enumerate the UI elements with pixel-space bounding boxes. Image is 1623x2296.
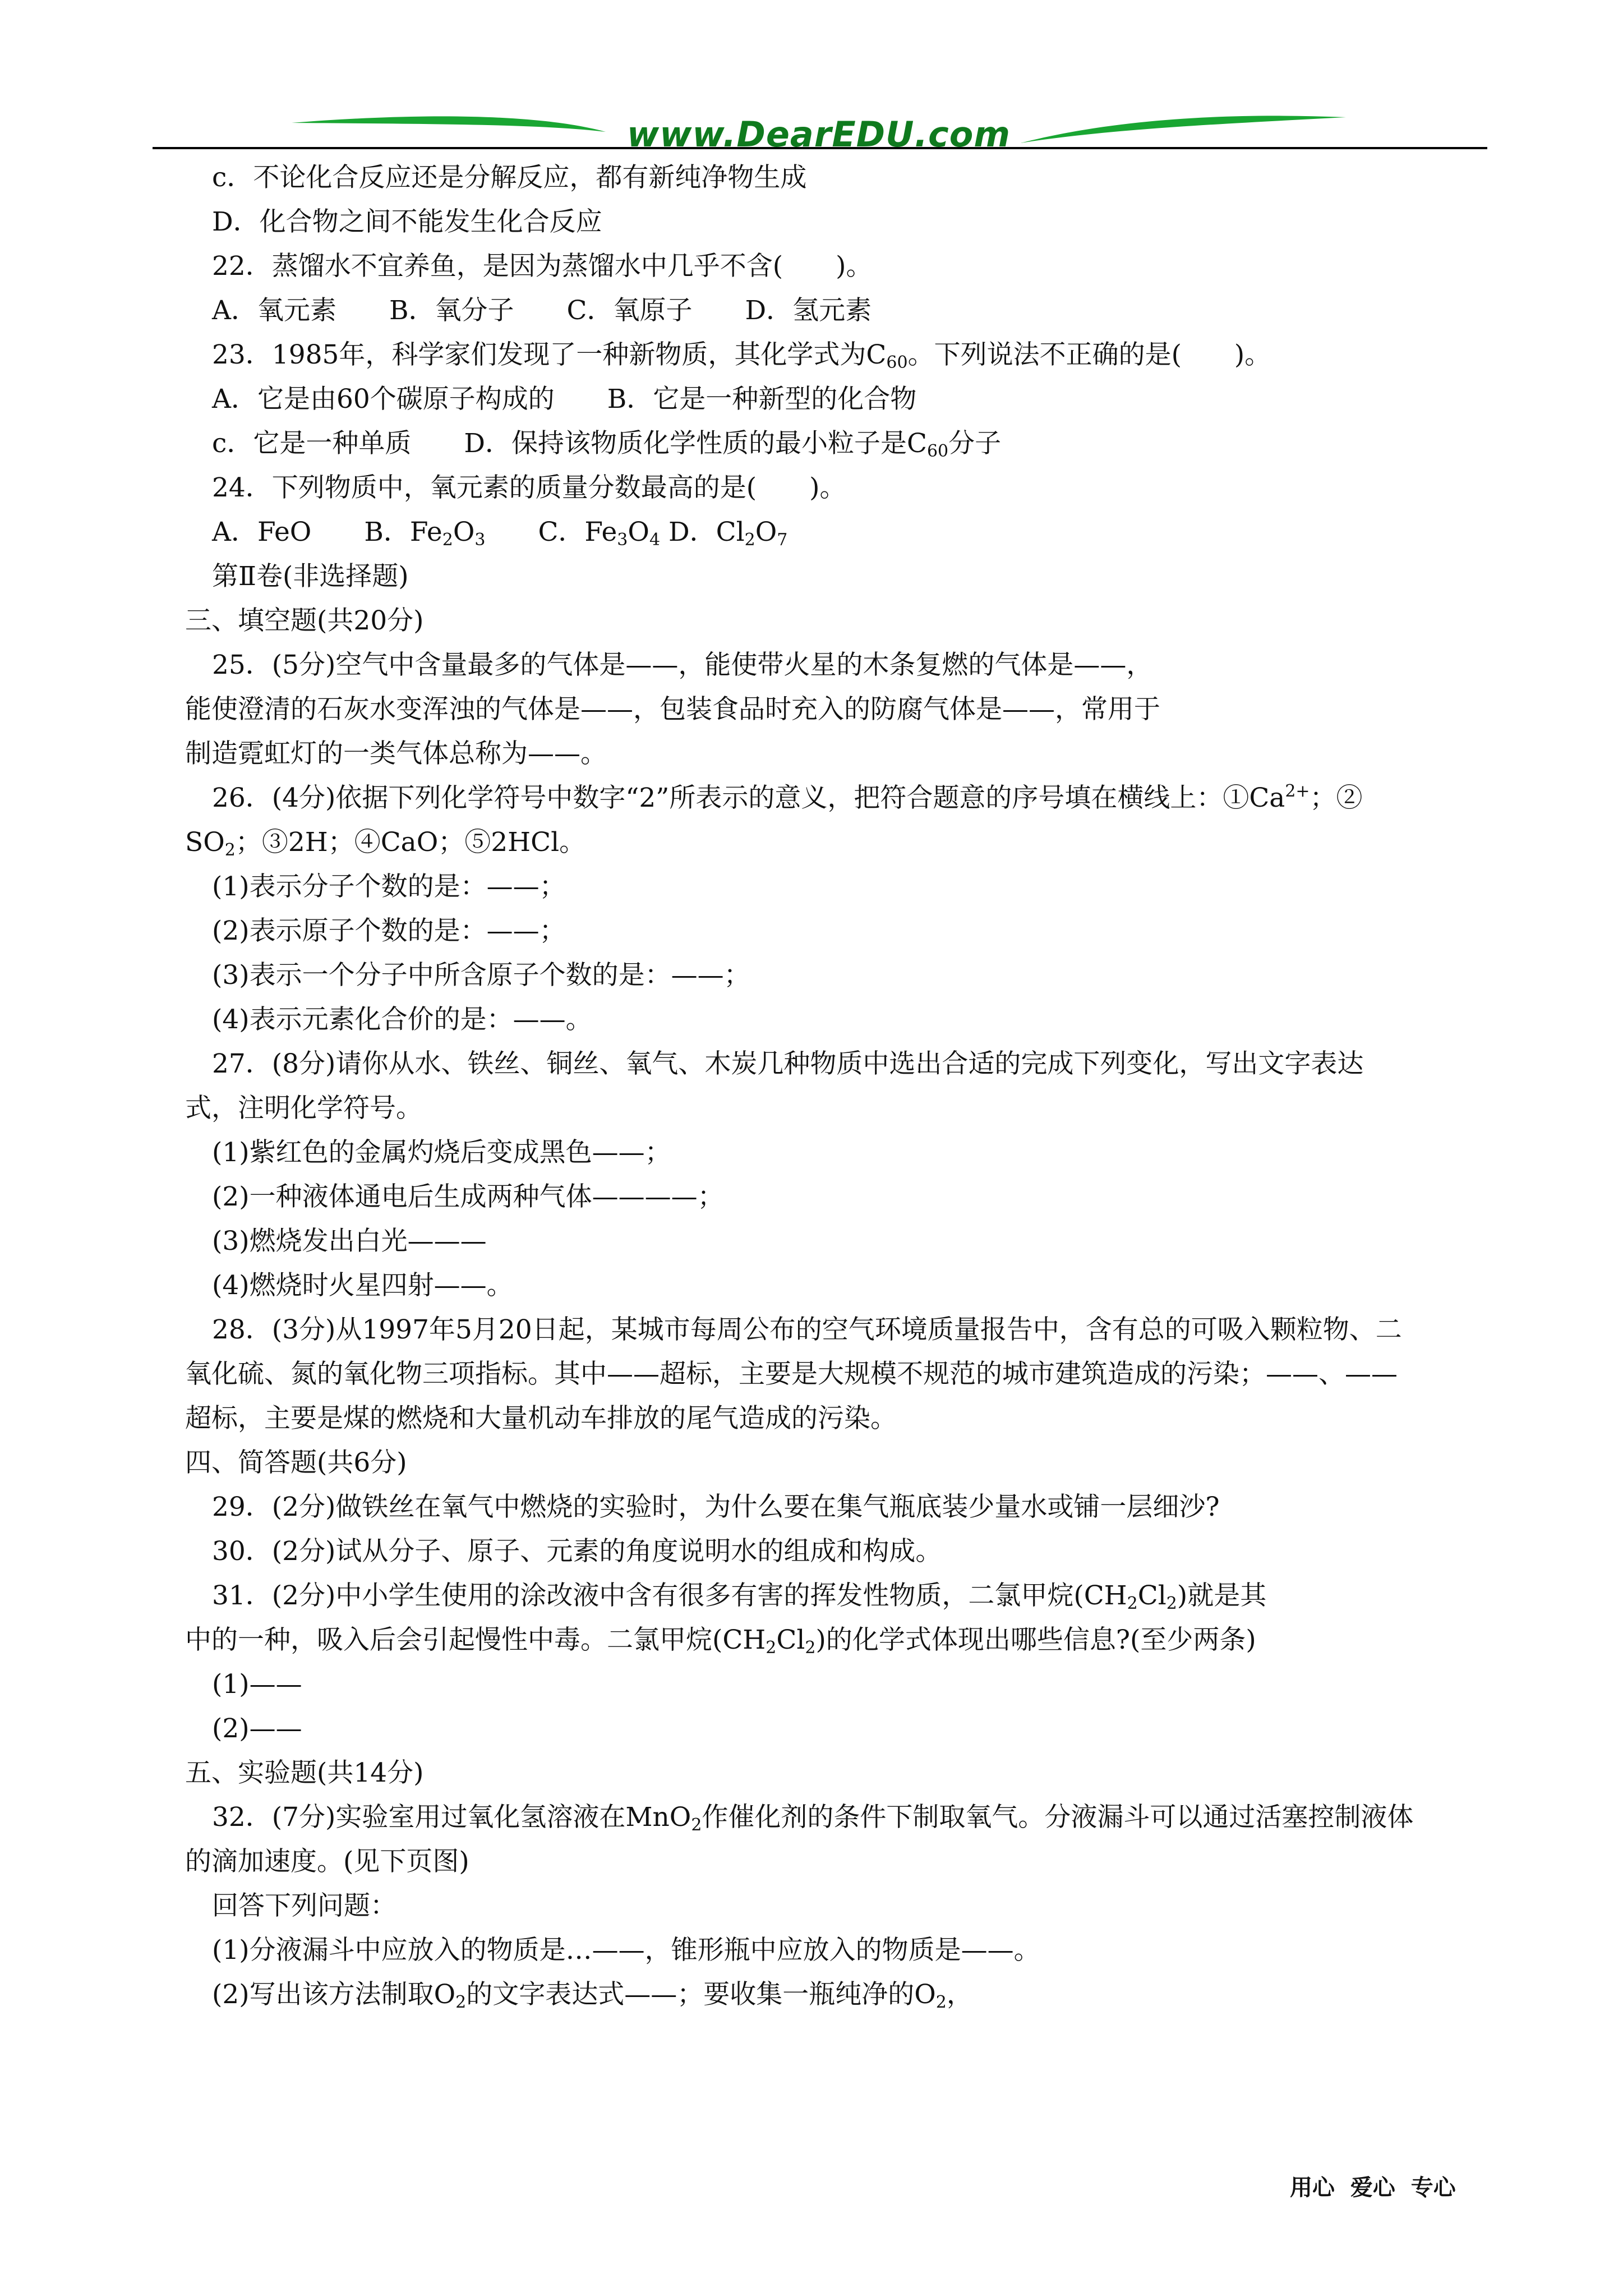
text-line: 24．下列物质中，氧元素的质量分数最高的是( )。 [212, 472, 846, 503]
text-line: 式，注明化学符号。 [185, 1093, 422, 1124]
text-line: 32．(7分)实验室用过氧化氢溶液在MnO$_2$作催化剂的条件下制取氧气。分液漏斗可以通过活塞控制液体 [212, 1802, 1414, 1835]
text-line: (2)写出该方法制取$O_2$的文字表达式——；要收集一瓶纯净的$O_2$， [212, 1979, 973, 2012]
text-line: 能使澄清的石灰水变浑浊的气体是——，包装食品时充入的防腐气体是——，常用于 [185, 694, 1160, 725]
text-line: c．它是一种单质 D．保持该物质化学性质的最小粒子是$C_{60}$分子 [212, 428, 1002, 461]
text-line: (4)燃烧时火星四射——。 [212, 1270, 513, 1301]
text-line: A．FeO B．$Fe_2O_3$ C．$Fe_3O_4$ D．$Cl_2O_7$ [212, 517, 788, 550]
text-line: (1)表示分子个数的是：——； [212, 871, 566, 902]
text-line: c．不论化合反应还是分解反应，都有新纯净物生成 [212, 162, 807, 193]
section-heading: 四、简答题(共6分) [185, 1447, 407, 1478]
text-line: 制造霓虹灯的一类气体总称为——。 [185, 738, 607, 769]
section-heading: 三、填空题(共20分) [185, 605, 424, 636]
text-line: 回答下列问题： [212, 1890, 396, 1921]
footer-motto: 用心 爱心 专心 [1290, 2175, 1456, 2201]
text-line: 29．(2分)做铁丝在氧气中燃烧的实验时，为什么要在集气瓶底装少量水或铺一层细沙? [212, 1492, 1220, 1522]
text-line: (1)—— [212, 1669, 302, 1700]
section-heading: 五、实验题(共14分) [185, 1757, 424, 1788]
text-line: A．氧元素 B．氧分子 C．氧原子 D．氢元素 [212, 295, 872, 326]
text-line: 31．(2分)中小学生使用的涂改液中含有很多有害的挥发性物质，二氯甲烷$(CH_2Cl_2)$就是其 [212, 1580, 1267, 1613]
text-line: (3)燃烧发出白光——— [212, 1226, 487, 1257]
text-line: A．它是由60个碳原子构成的 B．它是一种新型的化合物 [212, 384, 917, 415]
text-line: (1)分液漏斗中应放入的物质是…——，锥形瓶中应放入的物质是——。 [212, 1935, 1040, 1966]
logo-text: www.DearEDU.com [626, 114, 1011, 155]
text-line: 23．1985年，科学家们发现了一种新物质，其化学式为$C_{60}$。下列说法不正确的是( )。 [212, 339, 1271, 372]
text-line: (3)表示一个分子中所含原子个数的是：——； [212, 960, 750, 991]
section-heading: 第Ⅱ卷(非选择题) [212, 561, 409, 592]
text-line: (2)表示原子个数的是：——； [212, 915, 566, 946]
text-line: D．化合物之间不能发生化合反应 [212, 206, 602, 237]
text-line: 超标，主要是煤的燃烧和大量机动车排放的尾气造成的污染。 [185, 1403, 897, 1434]
header-divider [153, 147, 1487, 149]
text-line: 氧化硫、氮的氧化物三项指标。其中——超标，主要是大规模不规范的城市建筑造成的污染；——、—— [185, 1359, 1398, 1389]
text-line: 28．(3分)从1997年5月20日起，某城市每周公布的空气环境质量报告中，含有总的可吸入颗粒物、二 [212, 1314, 1402, 1345]
text-line: 中的一种，吸入后会引起慢性中毒。二氯甲烷$(CH_2Cl_2)$的化学式体现出哪些信息?(至少两条) [185, 1625, 1256, 1658]
text-line: $SO_2$；③2H；④CaO；⑤2HCl。 [185, 827, 586, 860]
text-line: 30．(2分)试从分子、原子、元素的角度说明水的组成和构成。 [212, 1536, 942, 1567]
text-line: 25．(5分)空气中含量最多的气体是——，能使带火星的木条复燃的气体是——， [212, 650, 1153, 680]
text-line: 26．(4分)依据下列化学符号中数字“2”所表示的意义，把符合题意的序号填在横线上：$①Ca^{2+}$；② [212, 781, 1363, 813]
text-line: 的滴加速度。(见下页图) [185, 1846, 469, 1877]
text-line: (2)—— [212, 1713, 302, 1744]
text-line: (2)一种液体通电后生成两种气体————； [212, 1181, 724, 1212]
text-line: 22．蒸馏水不宜养鱼，是因为蒸馏水中几乎不含( )。 [212, 251, 873, 282]
text-line: 27．(8分)请你从水、铁丝、铜丝、氧气、木炭几种物质中选出合适的完成下列变化，写出文字表达 [212, 1048, 1364, 1079]
text-line: (4)表示元素化合价的是：——。 [212, 1004, 592, 1035]
text-line: (1)紫红色的金属灼烧后变成黑色——； [212, 1137, 671, 1168]
